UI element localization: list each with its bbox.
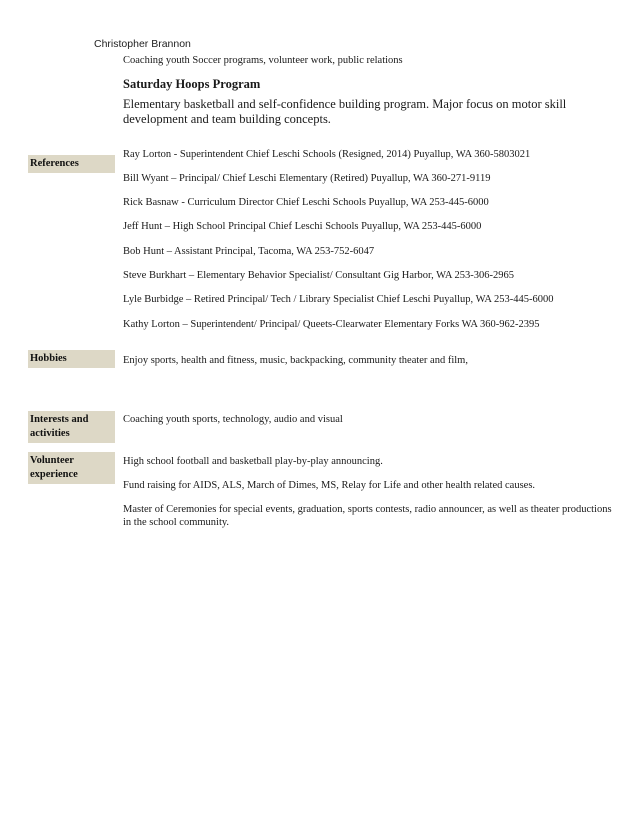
reference-item: Bill Wyant – Principal/ Chief Leschi Elementary (Retired) Puyallup, WA 360-271-9119 <box>123 173 491 184</box>
reference-item: Kathy Lorton – Superintendent/ Principal/ Queets-Clearwater Elementary Forks WA 360-962-2395 <box>123 319 540 330</box>
section-label-hobbies: Hobbies <box>28 350 115 368</box>
section-label-interests: Interests and activities <box>28 411 115 443</box>
reference-item: Steve Burkhart – Elementary Behavior Specialist/ Consultant Gig Harbor, WA 253-306-2965 <box>123 270 515 281</box>
reference-item: Rick Basnaw - Curriculum Director Chief Leschi Schools Puyallup, WA 253-445-6000 <box>123 197 489 208</box>
volunteer-item: Master of Ceremonies for special events, graduation, sports contests, radio announcer, as well as theater productions in the school community. <box>123 504 612 528</box>
reference-item: Lyle Burbidge – Retired Principal/ Tech / Library Specialist Chief Leschi Puyallup, WA 253-445-6000 <box>123 294 554 305</box>
header-name: Christopher Brannon <box>94 38 191 50</box>
reference-item: Jeff Hunt – High School Principal Chief Leschi Schools Puyallup, WA 253-445-6000 <box>123 221 482 232</box>
section-label-volunteer: Volunteer experience <box>28 452 115 484</box>
program-description: Elementary basketball and self-confidence building program. Major focus on motor skill development and team building concepts. <box>123 97 567 126</box>
program-title: Saturday Hoops Program <box>123 77 261 91</box>
hobbies-text: Enjoy sports, health and fitness, music, backpacking, community theater and film, <box>123 355 468 366</box>
reference-item: Bob Hunt – Assistant Principal, Tacoma, WA 253-752-6047 <box>123 246 375 257</box>
coaching-line: Coaching youth Soccer programs, volunteer work, public relations <box>123 55 403 66</box>
reference-item: Ray Lorton - Superintendent Chief Leschi Schools (Resigned, 2014) Puyallup, WA 360-5803021 <box>123 149 531 160</box>
volunteer-item: High school football and basketball play-by-play announcing. <box>123 456 383 467</box>
interests-text: Coaching youth sports, technology, audio and visual <box>123 414 343 425</box>
volunteer-item: Fund raising for AIDS, ALS, March of Dimes, MS, Relay for Life and other health related causes. <box>123 480 536 491</box>
section-label-references: References <box>28 155 115 173</box>
